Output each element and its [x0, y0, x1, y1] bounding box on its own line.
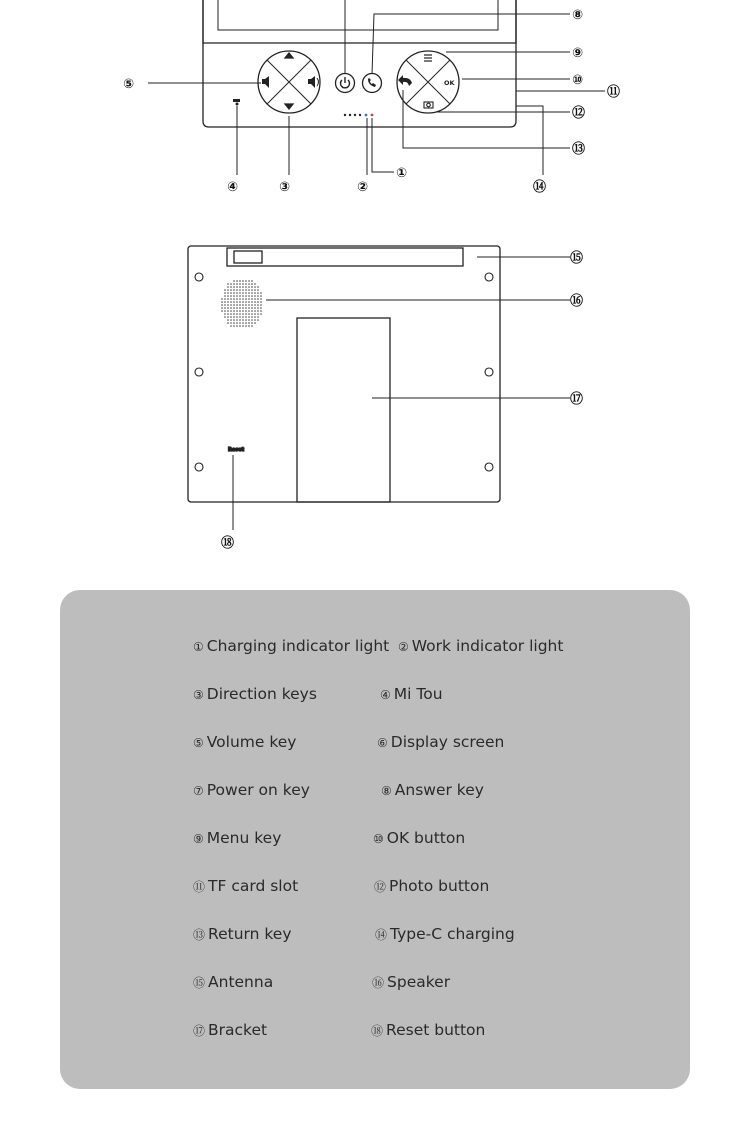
reset-label: Reset [228, 447, 244, 453]
legend-item-5: ⑤ Volume key [193, 733, 297, 751]
legend-item-2: ② Work indicator light [398, 637, 564, 655]
callout-5: ⑤ [123, 77, 135, 92]
return-icon [398, 75, 412, 86]
menu-icon [424, 55, 432, 61]
speaker [221, 280, 262, 327]
work-indicator-light [365, 114, 368, 117]
callout-numbers [123, 8, 620, 551]
legend-item-7: ⑦ Power on key [193, 781, 310, 799]
back-view [188, 246, 570, 530]
callout-15: ⑮ [570, 251, 584, 266]
legend-item-11: ⑪ TF card slot [193, 877, 299, 895]
legend-item-4: ④ Mi Tou [380, 685, 443, 703]
front-body-outline [203, 0, 516, 127]
callout-3: ③ [279, 180, 291, 195]
legend-item-13: ⑬ Return key [193, 925, 292, 943]
arrow-down-icon [285, 104, 293, 109]
ok-label: OK [444, 79, 455, 87]
display-screen [203, 0, 516, 43]
power-icon [341, 77, 350, 88]
callout-8: ⑧ [572, 8, 584, 23]
legend-item-3: ③ Direction keys [193, 685, 317, 703]
callout-4: ④ [227, 180, 239, 195]
callout-1: ① [396, 166, 408, 181]
mic-hole [233, 99, 240, 102]
legend-item-16: ⑯ Speaker [372, 973, 451, 991]
legend-item-12: ⑫ Photo button [374, 877, 490, 895]
volume-up-icon [308, 76, 315, 88]
arrow-up-icon [285, 53, 293, 58]
back-body-outline [188, 246, 500, 502]
legend-item-1: ① Charging indicator light [193, 637, 390, 655]
callout-2: ② [357, 180, 369, 195]
display-inner [218, 0, 498, 30]
legend-item-6: ⑥ Display screen [377, 733, 505, 751]
callout-13: ⑬ [572, 142, 586, 157]
legend-item-8: ⑧ Answer key [381, 781, 484, 799]
legend-item-9: ⑨ Menu key [193, 829, 282, 847]
bracket [297, 318, 390, 502]
callout-12: ⑫ [572, 106, 586, 121]
callout-14: ⑭ [533, 180, 547, 195]
legend-item-10: ⑩ OK button [373, 829, 466, 847]
back-leader-lines [233, 257, 570, 530]
camera-icon [424, 102, 433, 108]
indicator-dots [344, 114, 374, 117]
legend-item-17: ⑰ Bracket [193, 1021, 268, 1039]
front-leader-lines [148, 0, 605, 175]
callout-9: ⑨ [572, 46, 584, 61]
volume-down-icon [262, 76, 269, 88]
front-view [148, 0, 605, 175]
callout-17: ⑰ [570, 392, 584, 407]
legend-item-15: ⑮ Antenna [193, 973, 274, 991]
phone-icon [368, 78, 376, 87]
charging-indicator-light [371, 114, 374, 117]
callout-10: ⑩ [572, 73, 584, 88]
callout-18: ⑱ [221, 536, 235, 551]
callout-11: ⑪ [607, 85, 621, 100]
answer-key [363, 74, 382, 93]
callout-16: ⑯ [570, 294, 584, 309]
legend-item-18: ⑱ Reset button [371, 1021, 486, 1039]
legend-item-14: ⑭ Type-C charging [375, 925, 515, 943]
